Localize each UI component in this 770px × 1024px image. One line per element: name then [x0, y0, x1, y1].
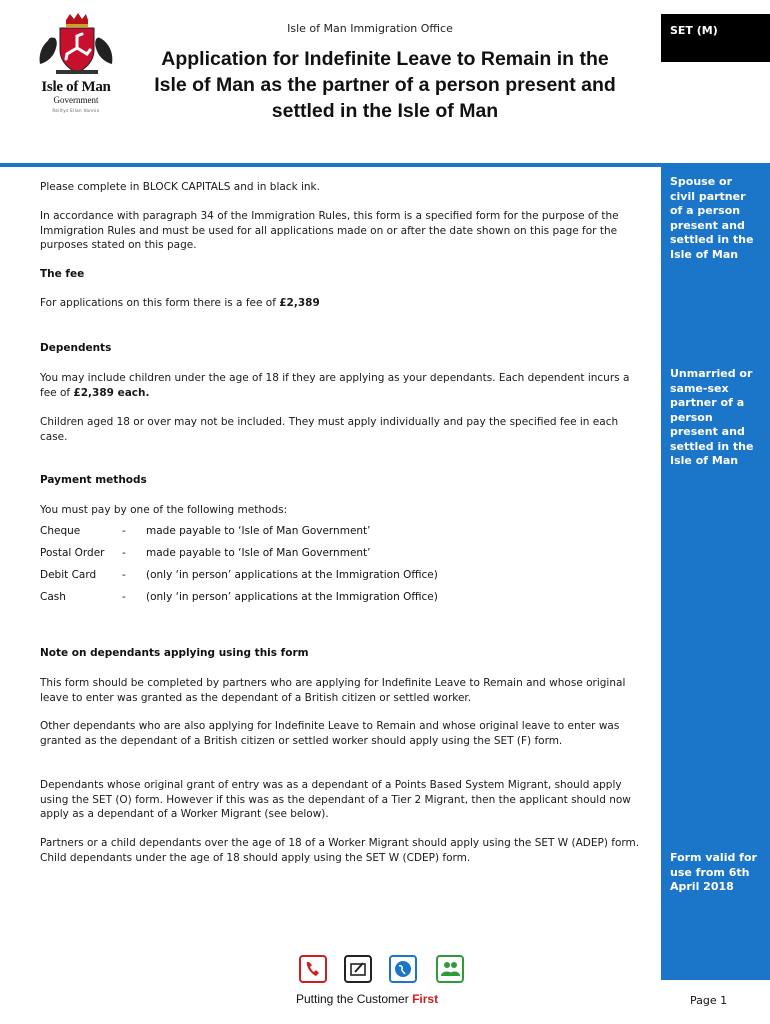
- form-code: SET (M): [670, 24, 718, 37]
- note-paragraph: Other dependants who are also applying for Indefinite Leave to Remain and whose original leave to enter was granted as the dependant of a British citizen or settled worker should apply using the SET (F) form.: [40, 720, 620, 747]
- note-heading: Note on dependants applying using this form: [40, 647, 309, 659]
- note-paragraph: Partners or a child dependants over the age of 18 of a Worker Migrant should apply using the SET W (ADEP) form. Child dependants under the age of 18 should apply using the SET W (CDEP) form.: [40, 837, 640, 864]
- intro-paragraph: In accordance with paragraph 34 of the Immigration Rules, this form is a specified form for the purpose of the Immigration Rules and must be used for all applications made on or after the date shown on this page for the purposes stated on this page.: [40, 210, 619, 251]
- dependents-amount: £2,389 each.: [73, 386, 150, 399]
- header-divider: [0, 163, 770, 167]
- slogan-emphasis: First: [412, 992, 439, 1006]
- note-paragraph: This form should be completed by partners who are applying for Indefinite Leave to Remain and whose original leave to enter was granted as the dependant of a British citizen or settled worker.: [40, 677, 626, 704]
- note-paragraph: Dependants whose original grant of entry was as a dependant of a Points Based System Migrant, should apply using the SET (O) form. However if this was as the dependant of a Tier 2 Migrant, then the applicant should now apply as a dependant of a Worker Migrant (see below).: [40, 779, 631, 820]
- dependents-paragraph: [40, 371, 640, 400]
- government-tagline: Reiltys Ellan Vannin: [52, 108, 100, 113]
- fee-heading: The fee: [40, 268, 85, 280]
- globe-icon: [389, 955, 417, 983]
- intro-instruction: Please complete in BLOCK CAPITALS and in black ink.: [40, 181, 320, 193]
- slogan-text: Putting the Customer: [296, 992, 413, 1006]
- payment-method-desc: made payable to ‘Isle of Man Government’: [146, 525, 371, 537]
- sidebar-note-valid-from: Form valid for use from 6th April 2018: [670, 851, 757, 893]
- phone-icon: [299, 955, 327, 983]
- people-icon: [436, 955, 464, 983]
- page-number: Page 1: [690, 994, 728, 1007]
- dependents-age-paragraph: Children aged 18 or over may not be included. They must apply individually and pay the specified fee in each case.: [40, 416, 619, 443]
- payment-method-desc: (only ‘in person’ applications at the Immigration Office): [146, 569, 438, 581]
- government-name: Isle of Man: [41, 79, 111, 95]
- office-name: Isle of Man Immigration Office: [287, 22, 453, 35]
- payment-method-desc: (only ‘in person’ applications at the Immigration Office): [146, 591, 438, 603]
- government-sub: Government: [53, 95, 99, 105]
- payment-method-dash: -: [122, 525, 126, 537]
- payment-method-label: Cheque: [40, 525, 81, 537]
- page-title: Application for Indefinite Leave to Remain in the Isle of Man as the partner of a person present and settled in the Isle of Man: [154, 48, 616, 122]
- fee-text: For applications on this form there is a fee of: [40, 297, 280, 309]
- dependents-heading: Dependents: [40, 342, 112, 354]
- sidebar-note-spouse: Spouse or civil partner of a person present and settled in the Isle of Man: [670, 175, 754, 261]
- payment-method-label: Debit Card: [40, 569, 97, 581]
- payment-method-desc: made payable to ‘Isle of Man Government’: [146, 547, 371, 559]
- payment-method-label: Cash: [40, 591, 66, 603]
- letter-icon: [344, 955, 372, 983]
- dependents-text: You may include children under the age of 18 if they are applying as your dependants. Each dependent incurs a fee of: [40, 372, 630, 399]
- fee-amount: £2,389: [279, 297, 320, 309]
- payment-method-dash: -: [122, 569, 126, 581]
- payment-method-dash: -: [122, 547, 126, 559]
- fee-paragraph: [40, 296, 640, 311]
- payment-intro: You must pay by one of the following methods:: [40, 504, 288, 516]
- payment-method-dash: -: [122, 591, 126, 603]
- isle-of-man-crest-logo: [34, 12, 118, 78]
- payment-method-label: Postal Order: [40, 547, 105, 559]
- footer-slogan: [296, 992, 438, 1006]
- form-code-badge: [661, 14, 770, 62]
- payment-heading: Payment methods: [40, 474, 147, 486]
- sidebar-note-unmarried: Unmarried or same-sex partner of a person present and settled in the Isle of Man: [670, 367, 754, 467]
